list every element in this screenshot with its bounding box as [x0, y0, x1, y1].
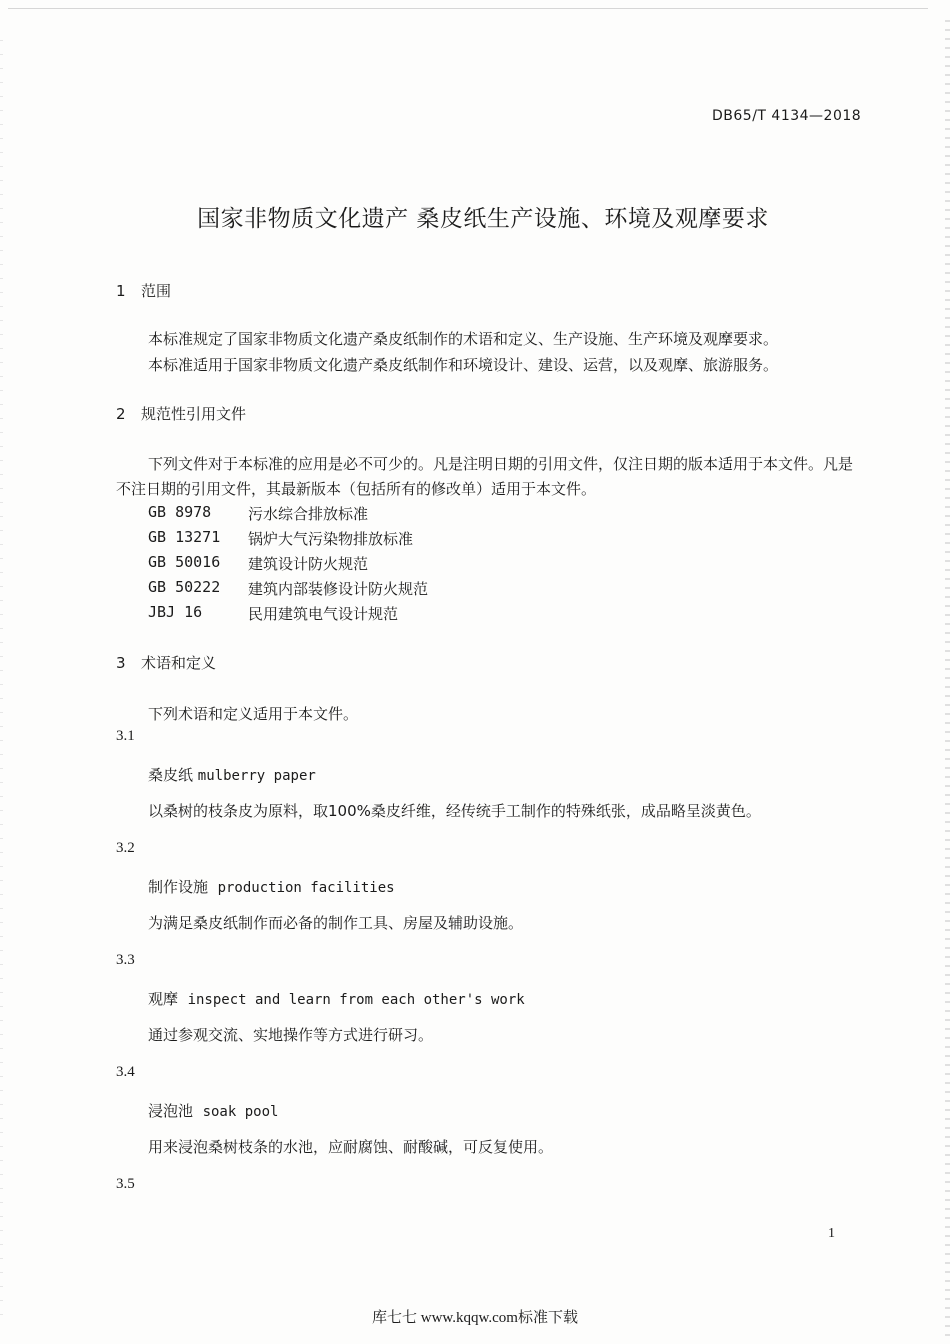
- term-number: 3.3: [116, 952, 135, 968]
- term-chinese: 桑皮纸: [148, 766, 194, 784]
- reference-code: JBJ 16: [148, 603, 203, 621]
- term-heading: [148, 764, 316, 785]
- section-title: 范围: [141, 282, 172, 300]
- term-chinese: 制作设施: [148, 878, 209, 896]
- term-definition: 以桑树的枝条皮为原料，取100%桑皮纤维，经传统手工制作的特殊纸张，成品略呈淡黄色。: [148, 802, 761, 820]
- term-number: 3.5: [116, 1176, 135, 1192]
- section-1-heading: [116, 280, 171, 301]
- paragraph-intro: 下列文件对于本标准的应用是必不可少的。凡是注明日期的引用文件，仅注日期的版本适用于本文件。凡是不注日期的引用文件，其最新版本（包括所有的修改单）适用于本文件。: [116, 455, 854, 498]
- paragraph: 本标准适用于国家非物质文化遗产桑皮纸制作和环境设计、建设、运营，以及观摩、旅游服务。: [148, 356, 779, 374]
- paragraph-intro: 下列术语和定义适用于本文件。: [148, 705, 359, 723]
- paragraph: 本标准规定了国家非物质文化遗产桑皮纸制作的术语和定义、生产设施、生产环境及观摩要求。: [148, 330, 779, 348]
- reference-title: 建筑设计防火规范: [248, 555, 369, 573]
- term-definition: 通过参观交流、实地操作等方式进行研习。: [148, 1026, 434, 1044]
- reference-code: GB 50222: [148, 578, 221, 596]
- reference-code: GB 50016: [148, 553, 221, 571]
- reference-title: 污水综合排放标准: [248, 505, 369, 523]
- standard-code: DB65/T 4134—2018: [712, 108, 862, 124]
- scan-top-edge: [8, 8, 928, 9]
- section-number: 2: [116, 405, 126, 423]
- section-3-heading: [116, 652, 216, 673]
- section-number: 1: [116, 282, 126, 300]
- section-number: 3: [116, 654, 126, 672]
- section-title: 术语和定义: [141, 654, 217, 672]
- term-english: production facilities: [217, 880, 395, 896]
- term-number: 3.2: [116, 840, 135, 856]
- term-chinese: 观摩: [148, 990, 179, 1008]
- footer-watermark: 库七七 www.kqqw.com标准下载: [372, 1310, 578, 1326]
- reference-title: 锅炉大气污染物排放标准: [248, 530, 414, 548]
- reference-code: GB 13271: [148, 528, 221, 546]
- term-heading: [148, 1100, 278, 1121]
- term-number: 3.4: [116, 1064, 135, 1080]
- section-title: 规范性引用文件: [141, 405, 247, 423]
- reference-title: 建筑内部装修设计防火规范: [248, 580, 429, 598]
- term-english: mulberry paper: [197, 768, 316, 784]
- reference-code: GB 8978: [148, 503, 212, 521]
- page-number: 1: [828, 1226, 835, 1241]
- term-definition: 为满足桑皮纸制作而必备的制作工具、房屋及辅助设施。: [148, 914, 524, 932]
- term-number: 3.1: [116, 728, 135, 744]
- term-heading: [148, 876, 395, 897]
- term-heading: [148, 988, 525, 1009]
- term-definition: 用来浸泡桑树枝条的水池，应耐腐蚀、耐酸碱，可反复使用。: [148, 1138, 554, 1156]
- term-chinese: 浸泡池: [148, 1102, 194, 1120]
- term-english: soak pool: [202, 1104, 279, 1120]
- reference-title: 民用建筑电气设计规范: [248, 605, 399, 623]
- term-english: inspect and learn from each other's work: [187, 992, 525, 1008]
- document-title: 国家非物质文化遗产 桑皮纸生产设施、环境及观摩要求: [197, 206, 769, 232]
- section-2-heading: [116, 403, 246, 424]
